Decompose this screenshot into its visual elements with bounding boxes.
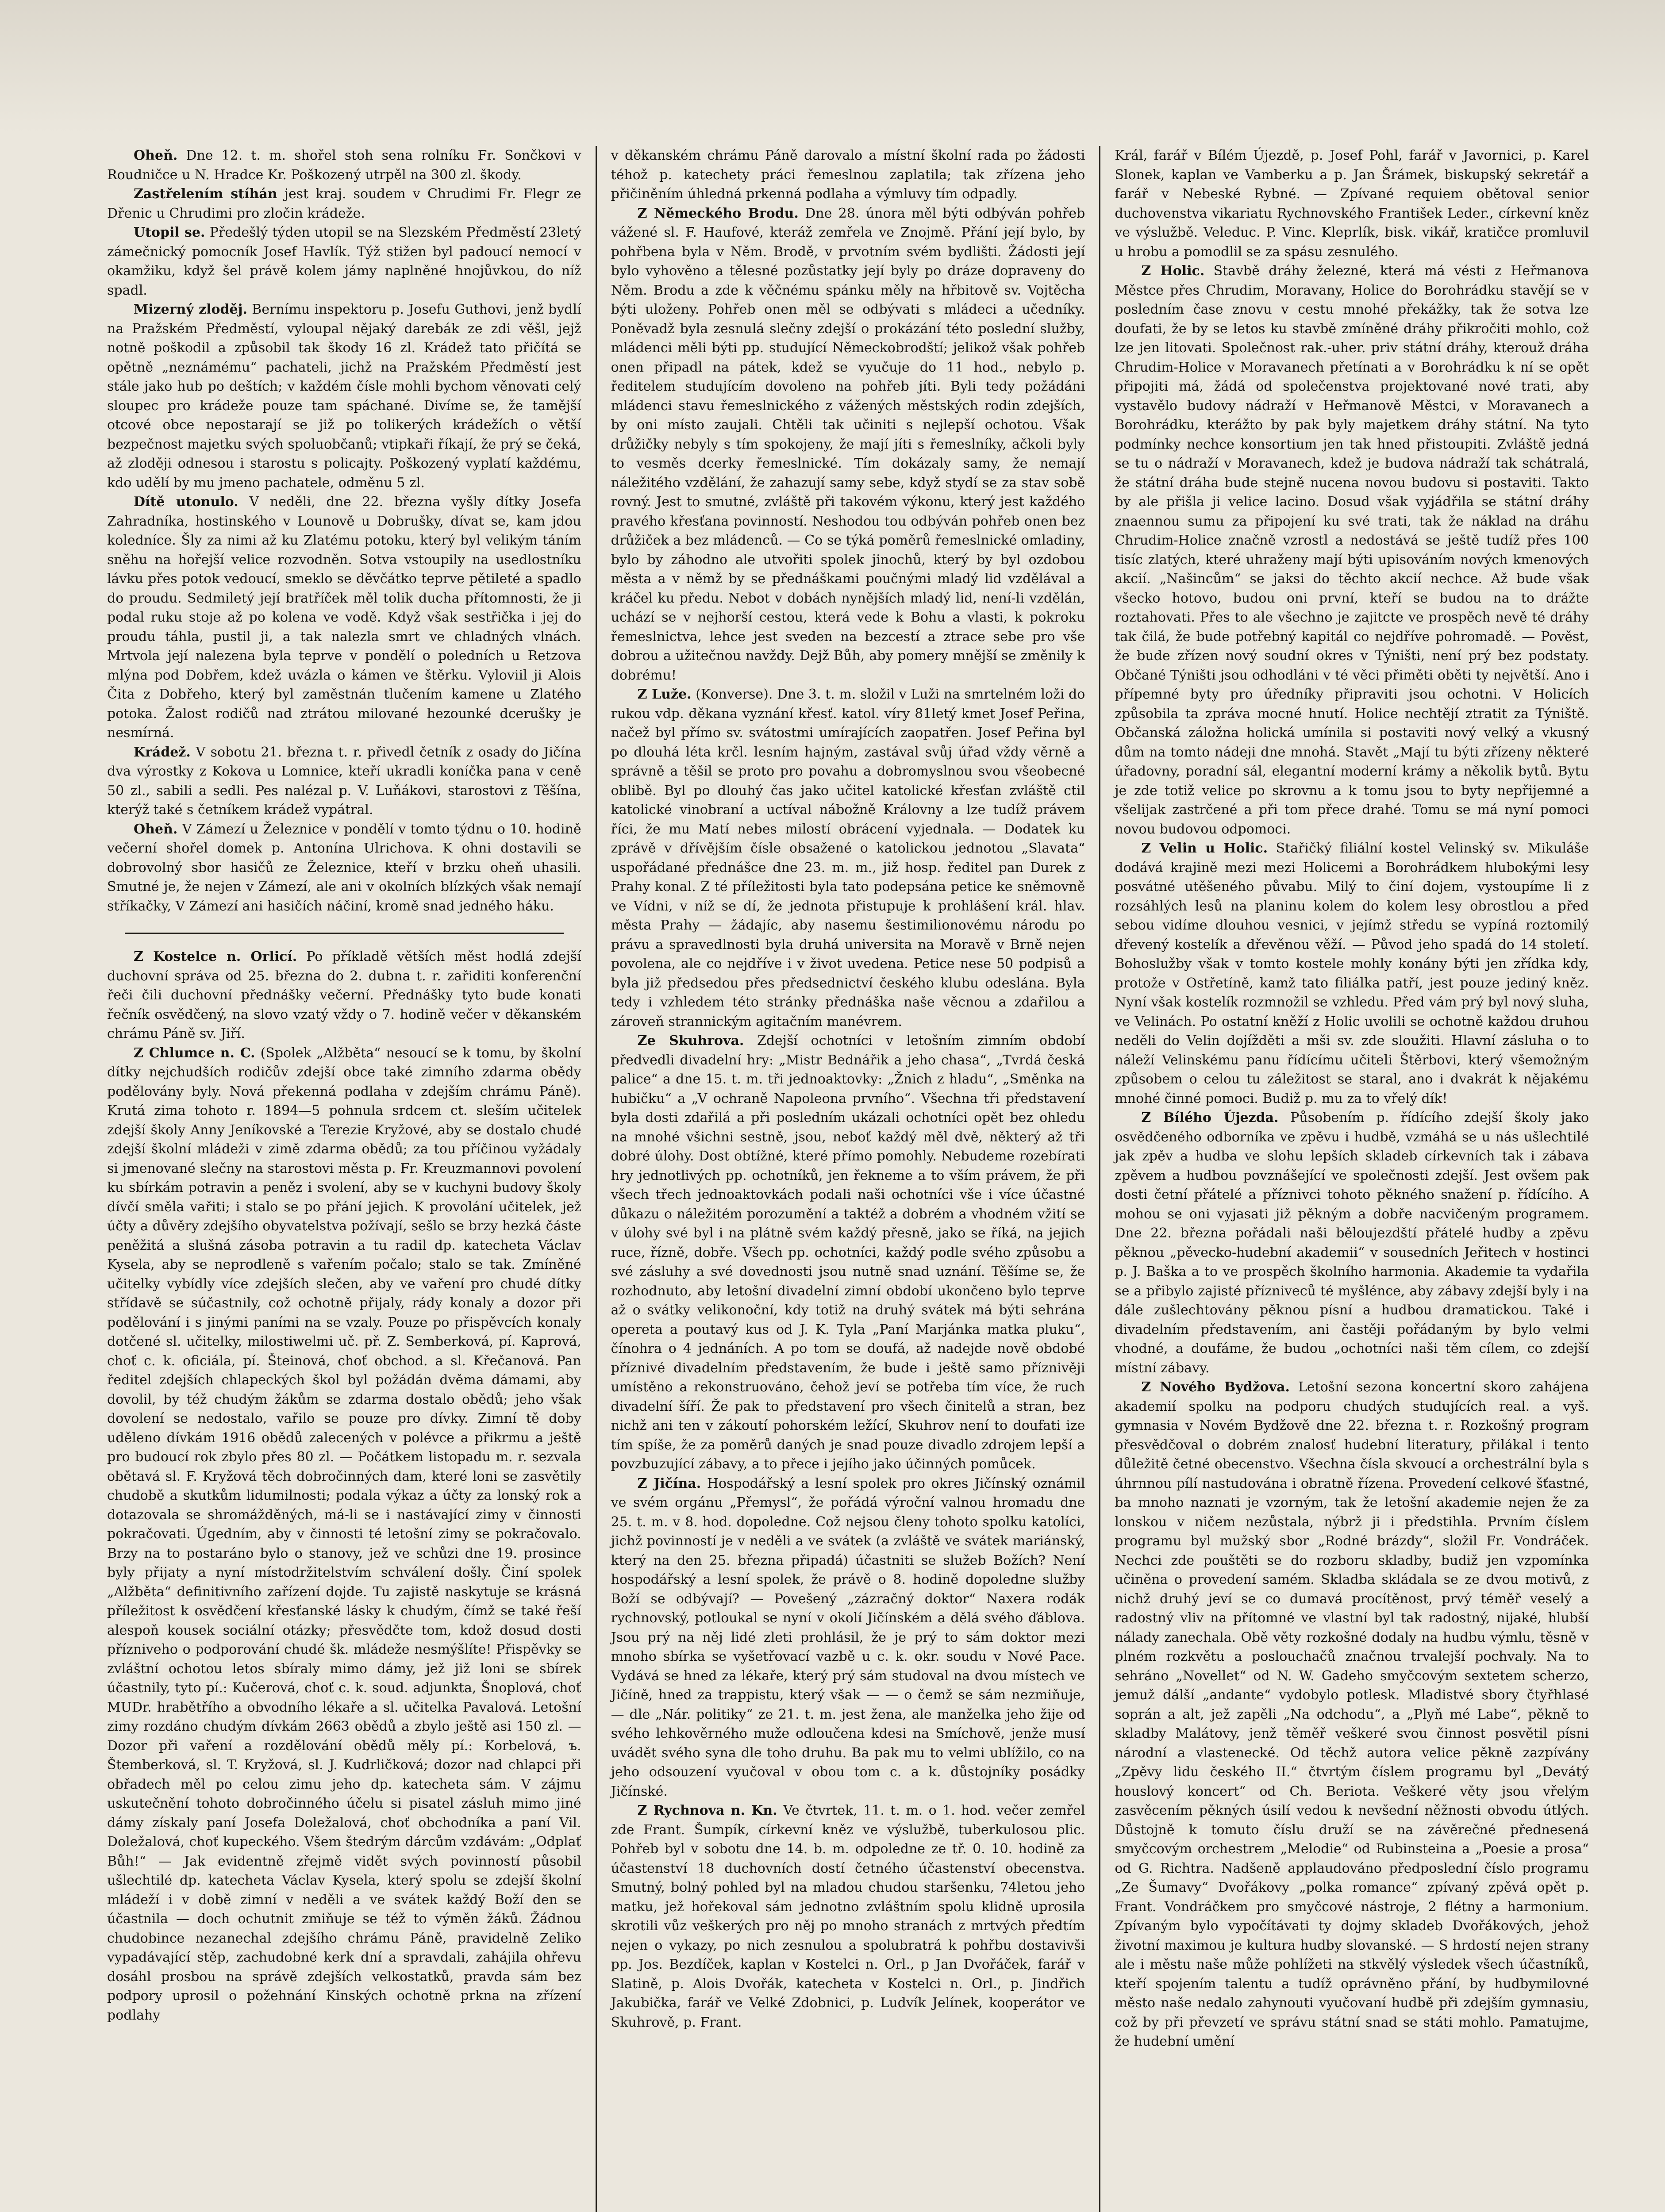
- article-jicin: Z Jičína. Hospodářský a lesní spolek pro okres Jičínský oznámil ve svém orgánu „Přemysl“, že pořádá výroční valnou hromadu dne 25. t. m. v 8. hod. dopoledne. Což nejsou členy tohoto spolku katolíci, jichž povinností je v neděli a ve svátek (a zvláště ve svátek mariánský, který na den 25. března připadá) účastniti se služeb Božích? Není hospodářský a lesní spolek, že právě o 8. hodině dopoledne služby Boží se odbývají? — Povešený „zázračný doktor“ Naxera rodák rychnovský, potloukal se nyní v okolí Jičínském a dělá svého ďáblova. Jsou prý na něj lidé zleti prohlásil, že je prý to sám doktor mezi mnoho sbírka se vyšetřovací vazbě u c. k. okr. soudu v Nové Pace. Vydává se hned za lékaře, který prý sám studoval na dvou místech ve Jičíně, hned za trappistu, který však — — o čemž se sám nezmiňuje, — dle „Nár. politiky“ ze 21. t. m. jest žena, ale manželka jeho žije od svého lehkověrného muže odloučena kdesi na Smíchově, jenže musí uvádět svého syna dle toho druhu. Ba pak mu to velmi ublížilo, co na jeho odsouzení vyučoval v obou tom c. a k. důstojníky posádky Jičínské.: [611, 1475, 1085, 1799]
- article-child-drowned: Dítě utonulo. V neděli, dne 22. března vyšly dítky Josefa Zahradníka, hostinského v Lounově u Dobrušky, dívat se, kam jdou koledníce. Šly za nimi až ku Zlatému potoku, který byl velikým táním sněhu na hořejší velice rozvodněn. Sotva vstoupily na usedlostníku lávku přes potok vedoucí, smeklo se děvčátko teprve pětileté a spadlo do proudu. Sedmiletý její bratříček měl tolik ducha přítomnosti, že ji podal ruku stoje až po kolena ve vodě. Když však sestřička i jej do proudu táhla, pustil ji, a tak nalezla smrt ve chladných vlnách. Mrtvola její nalezena byla teprve v pondělí o poledních u Retzova mlýna pod Dobřem, kdež uvázla o kámen ve štěrku. Vyloviil ji Alois Čita z Dobřeho, který byl zaměstnán tlučením kamene u Zlatého potoka. Žalost rodičů nad ztrátou milované hezounké dcerušky je nesmírná.: [107, 494, 581, 741]
- article-holice: Z Holic. Stavbě dráhy železné, která má vésti z Heřmanova Městce přes Chrudim, Moravany, Holice do Borohrádku stavějí se v posledním čase znovu v cestu mnohé překážky, tak že sotva lze doufati, že by se letos ku stavbě zmíněné dráhy přikročiti mohlo, což lze jen litovati. Společnost rak.-uher. priv státní dráhy, kterouž dráha Chrudim-Holice v Moravanech přetínati a v Borohrádku k ní se opět připojiti má, žádá od společenstva projektované nové trati, aby vystavělo budovy nádraží v Heřmanově Městci, v Moravanech a Borohrádku, kterážto by pak byly majetkem dráhy státní. Na tyto podmínky nechce konsortium jen tak hned přistoupiti. Zvláště jedná se tu o nádraží v Moravanech, kdež je budova nádraží tak schátralá, že státní dráha bude stejně nucena novou budovu si postaviti. Takto by ale přišla ji velice lacino. Dosud však vyjádřila se státní dráhy znaennou sumu za připojení ku své trati, tak že náklad na dráhu Chrudim-Holice značně vzrostl a nedostává se ještě tudíž přes 100 tisíc zlatých, které uhraženy mají býti upisováním nových kmenových akcií. „Našincům“ se jaksi do těchto akcií nechce. Až bude však všecko hotovo, budou oni první, kteří se budou na to drážte roztahovati. Přes to ale všechno je zajitcte ve prospěch nevě té dráhy tak čilá, že bude potřebný kapitál co nejdříve pohromadě. — Pověst, že bude zřízen nový soudní okres v Týništi, není prý bez podstaty. Občané Týništi jsou odhodláni v té věci přiměti oběti ty největší. Ano i přípemné byty pro úředníky připraviti jsou ochotni. V Holicích způsobila ta zpráva mocné hnutí. Holice nechtějí ztratit za Týniště. Občanská záložna holická umínila si postaviti nový velký a vkusný dům na tomto nádeji dne mnohá. Stavět „Mají tu býti zřízeny některé úřadovny, poradní sál, elegantní moderní krámy a několik bytů. Bytu je zde totiž velice po skrovnu a k tomu jsou to byty nepřijemné a všelijak zastrčené a při tom přece drahé. Tomu se má nyní pomoci novou budovou odpomoci.: [1115, 263, 1589, 837]
- article-prosecution: Zastřelením stíhán jest kraj. soudem v Chrudimi Fr. Flegr ze Dřenic u Chrudimi pro zločin krádeže.: [107, 186, 581, 221]
- article-fire-1: Oheň. Dne 12. t. m. shořel stoh sena rolníku Fr. Sončkovi v Roudničce u N. Hradce Kr. Poškozený utrpěl na 300 zl. škody.: [107, 148, 581, 183]
- column-1: [93, 146, 596, 2212]
- article-nemecky-brod: Z Německého Brodu. Dne 28. února měl býti odbýván pohřeb vážené sl. F. Haufové, kteráž zemřela ve Znojmě. Přání její bylo, by pohřbena byla v Něm. Brodě, v prvotním svém bydlišti. Žádosti její bylo vyhověno a tělesné pozůstatky její byly po dráze dopraveny do Něm. Brodu a zde k věčnému spánku měly na hřbitově sv. Vojtěcha býti uloženy. Pohřeb onen měl se odbývati s mládeci a učedníky. Poněvadž byla zesnulá slečny zdejší o prokázání této poslední služby, mládenci měli býti pp. studující Německobrodští; jelikož však pohřeb onen připadl na pátek, kdež se vyučuje do 11 hod., nebylo p. ředitelem studujícím dovoleno na pohřeb jíti. Byli tedy požádáni mládenci stavu řemeslnického z vážených městských rodin zdejších, by oni místo zaujali. Chtěli tak učiniti s nejlepší ochotou. Však drůžičky nebyly s tím spokojeny, že mají jíti s řemeslníky, ačkoli byly to vesměs dcerky řemeslnické. Tím dokázaly samy, že nemají náležitého vzdělání, že zahazují samy sebe, když stydí se za stav sobě rovný. Jest to smutné, zvláště při takovém výkonu, který jest každého pravého křesťana povinností. Neshodou tou odbýván pohřeb onen bez drůžiček a bez mládenců. — Co se týká poměrů řemeslnické omladiny, bylo by záhodno ale utvořiti spolek jinochů, který by byl ozdobou města a v němž by se přednáškami poučnými mladý lid vzdělával a kráčel ku předu. Nebot v dobách nynějších mladý lid, není-li vzdělán, uchází se v nejhorší cestou, která vede k Bohu a vlasti, k pokroku řemeslnictva, lehce jest sveden na bezcestí a ztrace sebe pro vše dobrou a užitečnou navždy. Dejž Bůh, aby pomery mnější se změnily k dobrému!: [611, 205, 1085, 683]
- article-rychnov-continued: Král, farář v Bílém Újezdě, p. Josef Pohl, farář v Javornici, p. Karel Slonek, kaplan ve Vamberku a p. Jan Šrámek, biskupský sekretář a farář v Nebeské Rybné. — Zpívané requiem obětoval senior duchovenstva vikariatu Rychnovského František Leder., církevní kněz ve výslužbě. Veleduc. P. Vinc. Kleprlík, bisk. vikář, kratičce promluvil u hrobu a pomodlil se za spásu zesnulého.: [1115, 148, 1589, 260]
- article-fire-2: Oheň. V Zámezí u Železnice v pondělí v tomto týdnu o 10. hodině večerní shořel domek p. Antonína Ulrichova. K ohni dostavili se dobrovolný sbor hasičů ze Železnice, kteří v brzku oheň uhasili. Smutné je, že nejen v Zámezí, ale ani v okolních blízkých však nemají stříkačky, V Zámezí ani hasičích náčiní, kromě snad jedného háku.: [107, 821, 581, 914]
- article-novy-bydzov: Z Nového Bydžova. Letošní sezona koncertní skoro zahájena akademií spolku na podporu chudých studujících real. a vyš. gymnasia v Novém Bydžově dne 22. března t. r. Rozkošný program přesvědčoval o dobrém znalosť hudební literatury, přilákal i tento důležitě četné obecenstvo. Všechna čísla skvoucí a orchestrální byla s úhrnnou pílí nastudována i obratně řízena. Provedení celkové šťastné, ba mnoho naznati je vzorným, tak že letošní akademie nejen že za lonskou v ničem nezůstala, nýbrž ji i předstihla. Prvním číslem programu byl mužský sbor „Rodné brázdy“, složil Fr. Vondráček. Nechci zde pouštěti se do rozboru skladby, budiž jen vzpomínka učiněna o provedení samém. Skladba skládala se ze dvou motivů, z nichž druhý jeví se co dumavá procítěnost, prvý téměř veselý a radostný vliv na přítomné ve vlastní byl tak radostný, nijaké, hlubší nálady zanechala. Obě věty rozkošné dodaly na hudbu výmlu, těsně v plném rozkvětu a poslouchačů značnou trvalejší pochvaly. Na to sehráno „Novellet“ od N. W. Gadeho smyčcovým sextetem scherzo, jemuž dálší „andante“ vydobylo potlesk. Mladistvé sbory čtyřhlasé soprán a alt, jež zapěli „Na odchodu“, a „Plyň mé Labe“, pěkně to skladby Malátovy, jenž těměř veškeré svou činnost posvětil písni národní a vlastenecké. Od těchž autora velice pěkně zazpívány „Zpěvy lidu českého II.“ čtvrtým číslem programu byl „Devátý houslový koncert“ od Ch. Beriota. Veškeré věty jsou vřelým zasvěcením pěkných úsilí vedou k nevšední něžnosti obvodu útlých. Důstojně k tomuto číslu druží se na závěrečné přednesená smyčcovým orchestrem „Melodie“ od Rubinsteina a „Poesie a prosa“ od G. Richtra. Nadšeně applaudováno předposlední číslo programu „Ze Šumavy“ Dvořákovy „polka romance“ zpívaný zpěvá opět p. Frant. Vondráčkem pro smyčcové nástroje, 2 flétny a harmonium. Zpívaným bylo vypočítávati ty dojmy skladeb Dvořákových, jehož životní maximou je kultura hudby slovanské. — S hrdostí nejen strany ale i městu naše může pohlížeti na stkvělý výsledek všech účastníků, kteří spojením talentu a tudíž oprávněno přání, by hudbymilovné město naše nedalo zahynouti vyučovaní hudbě při zdejším gymnasiu, což by při převzetí ve správu státní snad se státi mohlo. Pamatujme, že hudební umění: [1115, 1379, 1589, 2049]
- column-2: [596, 146, 1100, 2212]
- column-3: [1099, 146, 1603, 2212]
- article-veliny: Z Velin u Holic. Stařičký filiální kostel Velinský sv. Mikuláše dodává krajině mezi mezi Holicemi a Borohrádkem hlubokými lesy posvátné utěšeného půvabu. Milý to činí dojem, vystoupíme li z rozsáhlých lesů na planinu kolem do kolem lesy obrostlou a před sebou vidíme dlouhou vesnici, v jejímž středu se vypíná roztomilý dřevený kostelík a dřevěnou věží. — Původ jeho spadá do 14 století. Bohoslužby však v tomto kostele mohly konány býti jen zřídka kdy, protože v Ostřetíně, kamž tato filiálka patří, jest pouze jediný kněz. Nyní však kostelík rozmnožil se vzhledu. Před vám prý byl nový sluha, ve Velinách. Po ostatní kněží z Holic uvolili se ochotně každou druhou neděli do Velin dojížděti a mši sv. zde sloužiti. Hlavní zásluha o to náleží Velinskému panu řídícímu učiteli Štěrbovi, který všemožným způsobem o celou tu záležitost se staral, ano i dvakrát k nějakému mnohé činné pomoci. Budiž p. mu za to vřelý dík!: [1115, 841, 1589, 1106]
- article-rychnov: Z Rychnova n. Kn. Ve čtvrtek, 11. t. m. o 1. hod. večer zemřel zde Frant. Šumpík, církevní kněz ve výslužbě, tuberkulosou plic. Pohřeb byl v sobotu dne 14. b. m. odpoledne ze tř. 0. 10. hodině za účastenství 18 duchovních dostí četného účastenství obecenstva. Smutný, bolný pohled byl na mladou chudou staršenku, 74letou jeho matku, jež hořekoval sám jednotno zvláštním spolu klidně uprosila skrotili vůz veškerých pro něj po mnoho stranách z mrtvých předtím nejen o vykazy, po nich zesnulou a spolubratrá k pohřbu dostavivši pp. Jos. Bezdíček, kaplan v Kostelci n. Orl., p Jan Dvořáček, farář v Slatině, p. Alois Dvořák, katecheta v Kostelci n. Orl., p. Jindřich Jakubička, farář ve Velké Zdobnici, p. Ludvík Jelínek, kooperátor ve Skuhrově, p. Frant.: [611, 1803, 1085, 2030]
- page-top-margin: [0, 0, 1665, 133]
- article-skuhrov: Ze Skuhrova. Zdejší ochotníci v letošním zimním období předvedli divadelní hry: „Mistr Bednářik a jeho chasa“, „Tvrdá česká palice“ a dne 15. t. m. tři jednoaktovky: „Žnich z hladu“, „Směnka na hubičku“ a „V ochraně Napoleona prvního“. Všechna tři představení byla dosti zdařilá a při posledním ukázali ochotníci opět bez ohledu na mnohé všichni sestně, jsou, neboť každý měl dvě, některý až tři dobré úlohy. Dost obtížné, které přímo pomohly. Nebudeme rozebírati hry jednotlivých pp. ochotníků, jen řekneme a to vším právem, že při všech třech jednoaktovkách podali naši ochotníci vše i více účastné důkazu o náležitém porozumění a taktéž a dobrém a vhodném vžití se v úlohy své byl i na plátně svém každý přesně, jako se říká, na jejich ruce, řízně, dobře. Všech pp. ochotníci, každý podle svého způsobu a své zásluhy a své dovednosti jsou nutně snad uznání. Těšíme se, že rozhodnuto, aby letošní divadelní zimní období ukončeno bylo teprve až o svátky velikonoční, kdy totiž na druhý svátek má býti sehrána opereta a poutavý kus od J. K. Tyla „Paní Marjánka matka pluku“, čínohra o 4 jednáních. A po tom se doufá, až nadejde nově obdobé příznivé divadelním představením, že bude i ještě samo příznivěji umístěno a rekonstruováno, čehož jeví se potřeba tím více, že ruch divadelní šíří. Že pak to představení pro všech činitelů a stran, bez nichž ani ten v zákoutí pohorském ležící, Skuhrov není to doufati ize tím spíše, že za poměrů daných je snad pouze divadlo zdrojem lepší a povzbuzující zábavy, a to přece i jejího jako účinných pomůcek.: [611, 1033, 1085, 1472]
- article-chlumec: Z Chlumce n. C. (Spolek „Alžběta“ nesoucí se k tomu, by školní dítky nejchudších rodičův zdejší obce také zimního zdarma obědy podělovány byly. Nová překenná podlaha v zdejším chrámu Páně). Krutá zima tohoto r. 1894—5 pohnula srdcem ct. sleším učitelek zdejší školy Anny Jeníkovské a Terezie Kryžové, aby se dostalo chudé zdejší školní mládeži v zimě zdarma obědů; za tou příčinou vyžádaly si jmenované slečny na starostovi města p. Fr. Kreuzmannovi povolení ku sbírkám potravin a peněz i svolení, aby se v kuchyni budovy školy dívčí směla vařiti; i stalo se po přání jejich. K provolání učitelek, jež účty a důvěry zdejšího obyvatelstva požívají, sešlo se brzy hezká částe peněžitá a slušná zásoba potravin a tu radil dp. katecheta Václav Kysela, aby se neprodleně s vařením počalo; stalo se tak. Zmíněné učitelky vybídly více zdejších slečen, aby ve vaření pro chudé dítky střídavě se súčastnily, což ochotně přijaly, rády konaly a dozor při podělování i s jinými paními na se vzaly. Pouze po přispěvcích konaly dotčené sl. učitelky, milostiwelmi uč. př. Z. Semberková, pí. Kaprová, choť c. k. oficiála, pí. Šteinová, choť obchod. a sl. Křečanová. Pan ředitel zdejších chlapeckých škol byl požádán dvěma dámami, aby dovolil, by též chudým žákům se zdarma dostalo obědů; jeho však dovolení se nedostalo, vařilo se pouze pro dívky. Zimní tě doby udělenо dívkám 1916 obědů zalecených v polévce a přikrmu a ještě pro budoucí rok zbylo přes 80 zl. — Počátkem listopadu m. r. sezvala obětavá sl. F. Kryžová těch dobročinných dam, které loni se zasvětily chudobě a skutkům lidumilnosti; podala výkaz a účty za lonský rok a dotazovala se shromážděných, má-li se i nastávající zimy v činnosti pokračovati. Úgedním, aby v činnosti té letošní zimy se pokračovalo. Brzy na to postaráno bylo o stanovy, jež ve schůzi dne 19. prosince byly přijaty a nyní místodržitelstvím schválení došly. Činí spolek „Alžběta“ definitivního zařízení dojde. Tu zajistě naskytuje se krásná příležitost k osvědčení křesťanské lásky k chudým, čímž se také řeší alespoň kousek sociální otázky; přesvědčte tom, kdož dosud dosti přízniveho o podporování chudé šk. mládeže nesmýšlíte! Přispěvky se zvláštní ochotou letos sbíraly mimo dámy, jež již loni se sbírek účastnily, tyto pí.: Kučerová, choť c. k. soud. adjunkta, Šnoplová, choť MUDr. hrabětřího a obvodního lékaře a sl. učitelka Pavalová. Letošní zimy rozdáno chudým dívkám 2663 obědů a zbylo ještě asi 150 zl. — Dozor při vaření a rozdělování obědů měly pí.: Korbelová, ъ. Štemberková, sl. T. Kryžová, sl. J. Kudrličková; dozor nad chlapci při obřadech měl po celou zimu jeho dp. katecheta sám. V zájmu uskutečnění tohoto dobročinného účelu si pisatel zásluh mimo jiné dámy získaly paní Josefa Doležalová, choť obchodníka a paní Vil. Doležalová, choť kupeckého. Všem štedrým dárcům vzdávám: „Odplať Bůh!“ — Jak evidentně zřejmě vidět svých povinností působil ušlechtilé dp. katecheta Václav Kysela, který spolu se zdejší školní mládeží i v době zimní v neděli a ve svátek každý Boží den se účastnila — doch ochutnit zmiňuje se též to výměn žáků. Žádnou chudobince nezanechal zdejšího chrámu Páně, pravidelně Zeliko vypadávající stěp, zachudobné kerk dní a spravdali, zahájila ohřevu dosáhl prosbou na správě zdejších velkostatků, pravda sám bez podpory uprosil o požehnání Kinských ochotně prkna na zřízení podlahy: [107, 1045, 581, 2023]
- article-kostelec: Z Kostelce n. Orlicí. Po příkladě větších měst hodlá zdejší duchovní správa od 25. března do 2. dubna t. r. zařiditi konferenční řeči čili duchovní přednášky večerní. Přednášky tyto bude konati řečník osvědčený, na slovo vzatý vždy o 7. hodině večer v děkanském chrámu Páně sv. Jiří.: [107, 949, 581, 1041]
- article-chlumec-continued: v děkanském chrámu Páně darovalo a místní školní rada po žádosti téhož p. katechety práci řemeslnou zaplatila; tak zřízena jeho přičiněním úhledná prkenná podlaha a výmluvy tím odpadly.: [611, 148, 1085, 202]
- article-drowned: Utopil se. Předešlý týden utopil se na Slezském Předměstí 23letý zámečnický pomocník Josef Havlík. Týž stižen byl padoucí nemocí v okamžiku, když šel právě kolem jámy naplněné hnojůvkou, do níž spadl.: [107, 225, 581, 298]
- article-bily-ujezd: Z Bílého Újezda. Působením p. řídícího zdejší školy jako osvědčeného odborníka ve zpěvu i hudbě, vzmáhá se u nás ušlechtilé jak zpěv a hudba ve slohu lepších skladeb církevních tak i zábava zpěvem a hudbou povznášející ve společnosti zdejší. Jest ovšem pak dosti četní přátelé a příznivci tohoto pěkného snažení p. řídícího. A mohou se oni vyjasati již pěkným a dobře nacvičeným programem. Dne 22. března pořádali naši běloujezdští přátelé hudby a zpěvu pěknou „pěvecko-hudební akademii“ v sousedních Jeřitech v hostinci p. J. Baška a to ve prospěch školního harmonia. Akademie ta vydařila se a přibylo zajisté přízniveců té myšlénce, aby zábavy zdejší byly i na dále zušlechtovány pěknou písní a hudbou dramatickou. Také i divadelním představením, ani častěji pořádaným by bylo velmi vhodné, a doufáme, že budou „ochotníci naši těm cílem, co zdejší místní zábavy.: [1115, 1110, 1589, 1376]
- text-columns: [93, 146, 1603, 2212]
- article-thief: Mizerný zloděj. Bernímu inspektoru p. Josefu Guthovi, jenž bydlí na Pražském Předměstí, vyloupal nějaký darebák ze zdi věšl, jejž notně poškodil a způsobil tak škody 16 zl. Krádež tato přičítá se opětně „neznámému“ pachateli, jichž na Pražském Předměstí jest stále jako hub po deštích; v každém čísle mohli bychom věnovati celý sloupec pro krádeže pouze tam spáchané. Divíme se, že tamější otcové obce nepostarají se již po tolikerých krádežích o větší bezpečnost majetku svých spoluobčanů; vtipkaři říkají, že prý se čeká, až zloději odnesou i starostu s policajty. Poškozený vyplatí každému, kdo udělí by mu jmeno pachatele, odměnu 5 zl.: [107, 302, 581, 491]
- article-luze: Z Luže. (Konverse). Dne 3. t. m. složil v Luži na smrtelném loži do rukou vdp. děkana vyznání křesť. katol. víry 81letý kmet Josef Peřina, načež byl přímo sv. svátostmi umírajících zaopatřen. Josef Peřina byl po dlouhá léta krčl. lesním hajným, zastával svůj úřad vždy věrně a správně a těšil se proto pro povahu a dobromyslnou svou všeobecné oblibě. Byl po dlouhý čas jako učitel katolické křesťan zvláště ctil katolické vinobraní a uctíval nábožně Královny a lze tudíž právem říci, že mu Matí nebes milostí obrácení vyjednala. — Dodatek ku zprávě v dřívějším čísle obsažené o katolickou jednotou „Slavata“ uspořádané přednášce dne 23. m. m., již hosp. ředitel pan Durek z Prahy konal. Z té příležitosti byla tato podepsána petice ke sněmovně ve Vídni, v níž se dí, že jednota přistupuje k prohlášení král. hlav. města Prahy — žádajíc, aby nasemu šestimilionovému národu po právu a spravedlnosti byla druhá universita na Moravě v Brně nejen povolena, ale co nejdříve i v život uvedena. Petice nese 50 podpisů a byla již předsedou přes předsednictví českého klubu odeslána. Byla tedy i vzhledem této stránky přednáška naše věcnou a zdařilou a zároveň strannickým agitačním manévrem.: [611, 687, 1085, 1029]
- section-divider: [125, 933, 564, 934]
- article-theft: Krádež. V sobotu 21. března t. r. přivedl četník z osady do Jičína dva výrostky z Kokova u Lomnice, kteří ukradli koníčka pana v ceně 50 zl., sabili a sedli. Pes nalézal p. V. Luňákovi, starostovi z Těšína, kterýž také s četníkem krádež vypátral.: [107, 744, 581, 818]
